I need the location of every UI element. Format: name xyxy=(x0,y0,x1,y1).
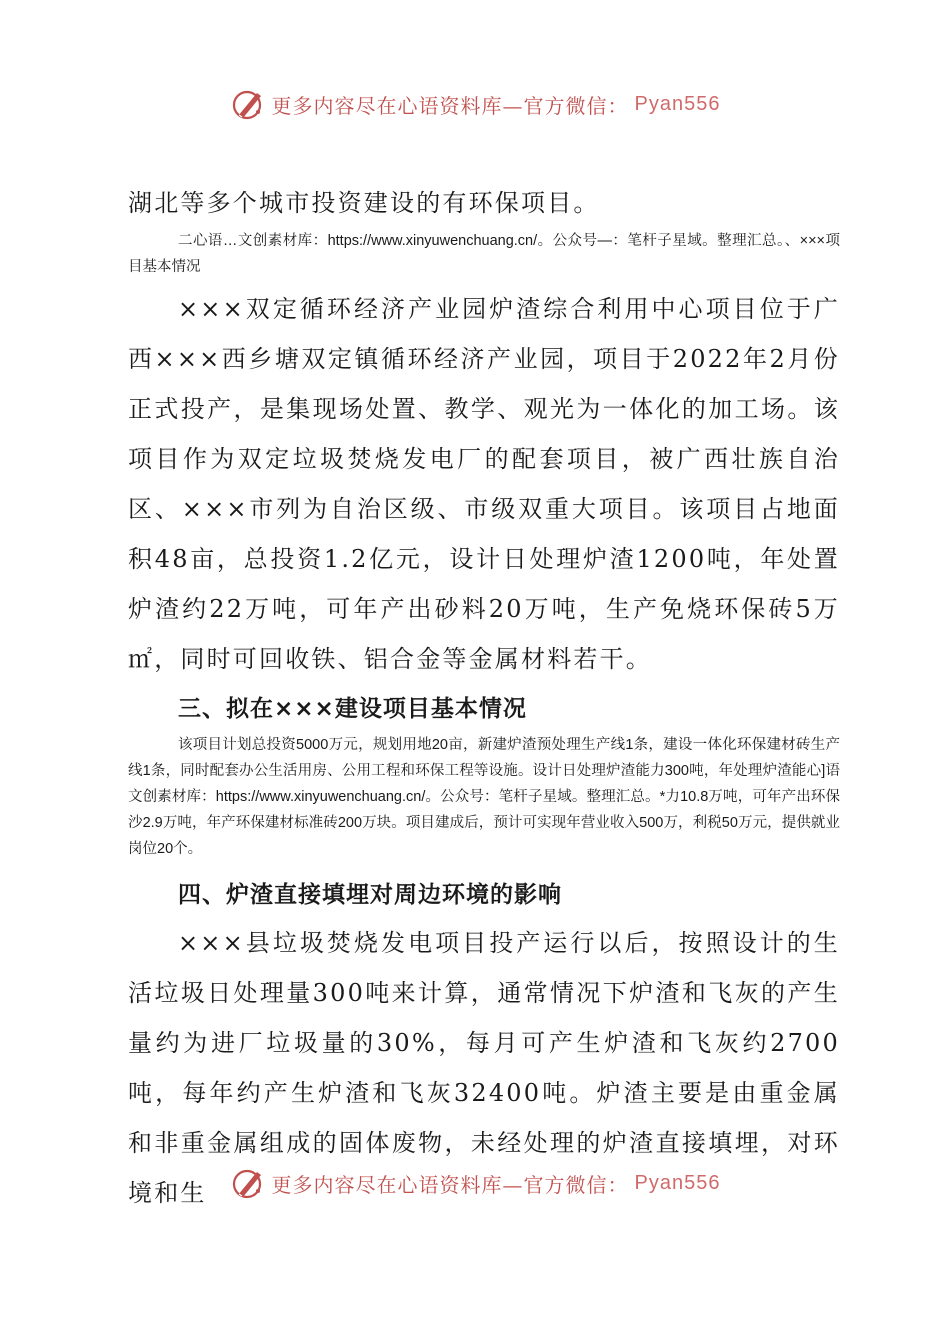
header-watermark-banner xyxy=(0,84,950,124)
section-heading-4: 四、炉渣直接填埋对周边环境的影响 xyxy=(178,882,562,908)
section-heading-3: 三、拟在×××建设项目基本情况 xyxy=(178,696,527,722)
watermark-note-1: 二心语…文创素材库：https://www.xinyuwenchuang.cn/。公众号—：笔杆子星域。整理汇总。、×××项目基本情况 xyxy=(128,233,840,275)
document-body xyxy=(128,178,840,1218)
paragraph-project-overview: ×××双定循环经济产业园炉渣综合利用中心项目位于广西×××西乡塘双定镇循环经济产业园，项目于2022年2月份正式投产，是集现场处置、教学、观光为一体化的加工场。该项目作为双定垃圾焚烧发电厂的配套项目，被广西壮族自治区、×××市列为自治区级、市级双重大项目。该项目占地面积48亩，总投资1.2亿元，设计日处理炉渣1200吨，年处置炉渣约22万吨，可年产出砂料20万吨，生产免烧环保砖5万㎡，同时可回收铁、铝合金等金属材料若干。 xyxy=(128,295,840,673)
banner-wechat-id: Pyan556 xyxy=(634,92,721,115)
banner-text: 更多内容尽在心语资料库—官方微信： xyxy=(271,1172,629,1197)
pen-logo-icon xyxy=(230,86,266,122)
paragraph-planned-project: 该项目计划总投资5000万元，规划用地20亩，新建炉渣预处理生产线1条，建设一体化环保建材砖生产线1条，同时配套办公生活用房、公用工程和环保工程等设施。设计日处理炉渣能力300吨，年处理炉渣能心]语文创素材库：https://www.xinyuwenchuang.cn/。公众号：笔杆子星域。整理汇总。*力10.8万吨，可年产出环保沙2.9万吨，年产环保建材标准砖200万块。项目建成后，预计可实现年营业收入500万，利税50万元，提供就业岗位20个。 xyxy=(128,737,840,857)
banner-text: 更多内容尽在心语资料库—官方微信： xyxy=(271,93,629,118)
pen-logo-icon xyxy=(230,1165,266,1201)
banner-wechat-id: Pyan556 xyxy=(634,1171,721,1194)
footer-watermark-banner xyxy=(0,1163,950,1203)
paragraph-continuation: 湖北等多个城市投资建设的有环保项目。 xyxy=(128,189,600,217)
paragraph-environment-impact: ×××县垃圾焚烧发电项目投产运行以后，按照设计的生活垃圾日处理量300吨来计算，通常情况下炉渣和飞灰的产生量约为进厂垃圾量的30%，每月可产生炉渣和飞灰约2700吨，每年约产生炉渣和飞灰32400吨。炉渣主要是由重金属和非重金属组成的固体废物，未经处理的炉渣直接填埋，对环境和生 xyxy=(128,929,840,1207)
